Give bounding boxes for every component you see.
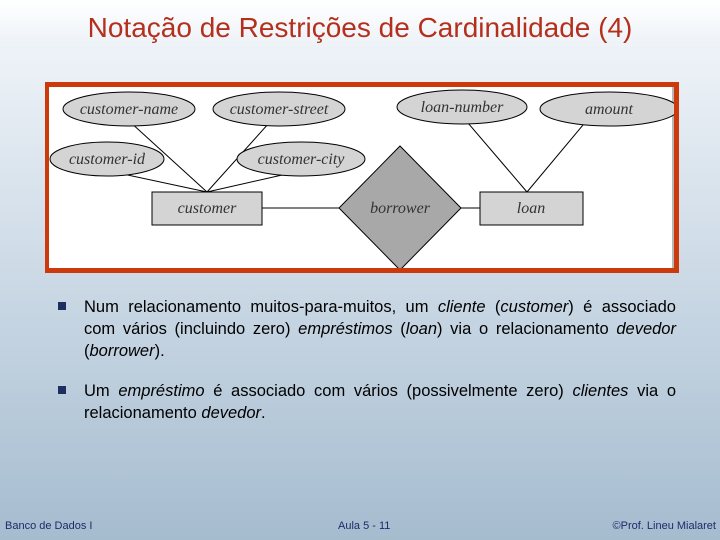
attr-customer-id: [50, 142, 164, 176]
bullet-run: Um: [84, 382, 119, 400]
bullet-run: devedor: [201, 404, 262, 422]
bullet-square-icon: [58, 386, 66, 394]
bullet-square-icon: [58, 302, 66, 310]
bullet-run: (: [392, 320, 406, 338]
attr-customer-city: [237, 142, 365, 176]
svg-text:amount: amount: [585, 101, 633, 118]
bullet-run: loan: [405, 320, 437, 338]
bullet-run: ) é associado com vários (incluindo zero): [84, 298, 676, 338]
attr-loan-number: [397, 90, 527, 124]
bullet-text-2: [84, 380, 676, 424]
bullet-item-2: [58, 380, 676, 424]
bullet-run: borrower: [89, 342, 155, 360]
bullet-run: ).: [154, 342, 165, 360]
bullet-run: devedor: [616, 320, 676, 338]
line-amount: [527, 125, 583, 192]
er-diagram-frame: [45, 82, 679, 273]
svg-text:customer-city: customer-city: [257, 151, 345, 168]
bullet-run: (: [84, 342, 90, 360]
svg-text:customer: customer: [177, 200, 237, 217]
attr-customer-name: [63, 92, 195, 126]
bullet-item-1: [58, 296, 676, 362]
bullet-run: customer: [500, 298, 569, 316]
bullet-run: Num relacionamento muitos-para-muitos, um: [84, 298, 438, 316]
bullet-run: via o relacionamento: [84, 382, 677, 422]
bullet-run: é associado com vários (possivelmente zero): [204, 382, 573, 400]
entity-customer: [152, 192, 262, 225]
er-diagram: [49, 87, 674, 268]
bullet-list: [58, 296, 676, 442]
svg-text:customer-name: customer-name: [79, 101, 179, 118]
svg-text:loan-number: loan-number: [420, 99, 504, 116]
svg-text:customer-street: customer-street: [229, 101, 329, 118]
slide-title: Notação de Restrições de Cardinalidade (4): [87, 12, 633, 43]
attr-customer-street: [213, 92, 345, 126]
bullet-run: (: [485, 298, 501, 316]
bullet-run: .: [261, 404, 266, 422]
entity-loan: [480, 192, 583, 225]
bullet-run: empréstimos: [298, 320, 393, 338]
bullet-run: clientes: [572, 382, 629, 400]
bullet-run: empréstimo: [118, 382, 205, 400]
bullet-text-1: [84, 296, 676, 362]
line-loan-number: [468, 123, 527, 192]
footer-author: ©Prof. Lineu Mialaret: [612, 520, 716, 532]
footer-course: Banco de Dados I: [5, 520, 93, 532]
attr-amount: [540, 92, 674, 126]
svg-text:customer-id: customer-id: [68, 151, 146, 168]
footer-lecture: Aula 5 - 11: [338, 520, 391, 532]
svg-text:loan: loan: [516, 200, 546, 217]
svg-text:borrower: borrower: [370, 200, 430, 217]
line-customer-city: [207, 173, 291, 192]
bullet-run: ) via o relacionamento: [437, 320, 617, 338]
bullet-run: cliente: [437, 298, 486, 316]
